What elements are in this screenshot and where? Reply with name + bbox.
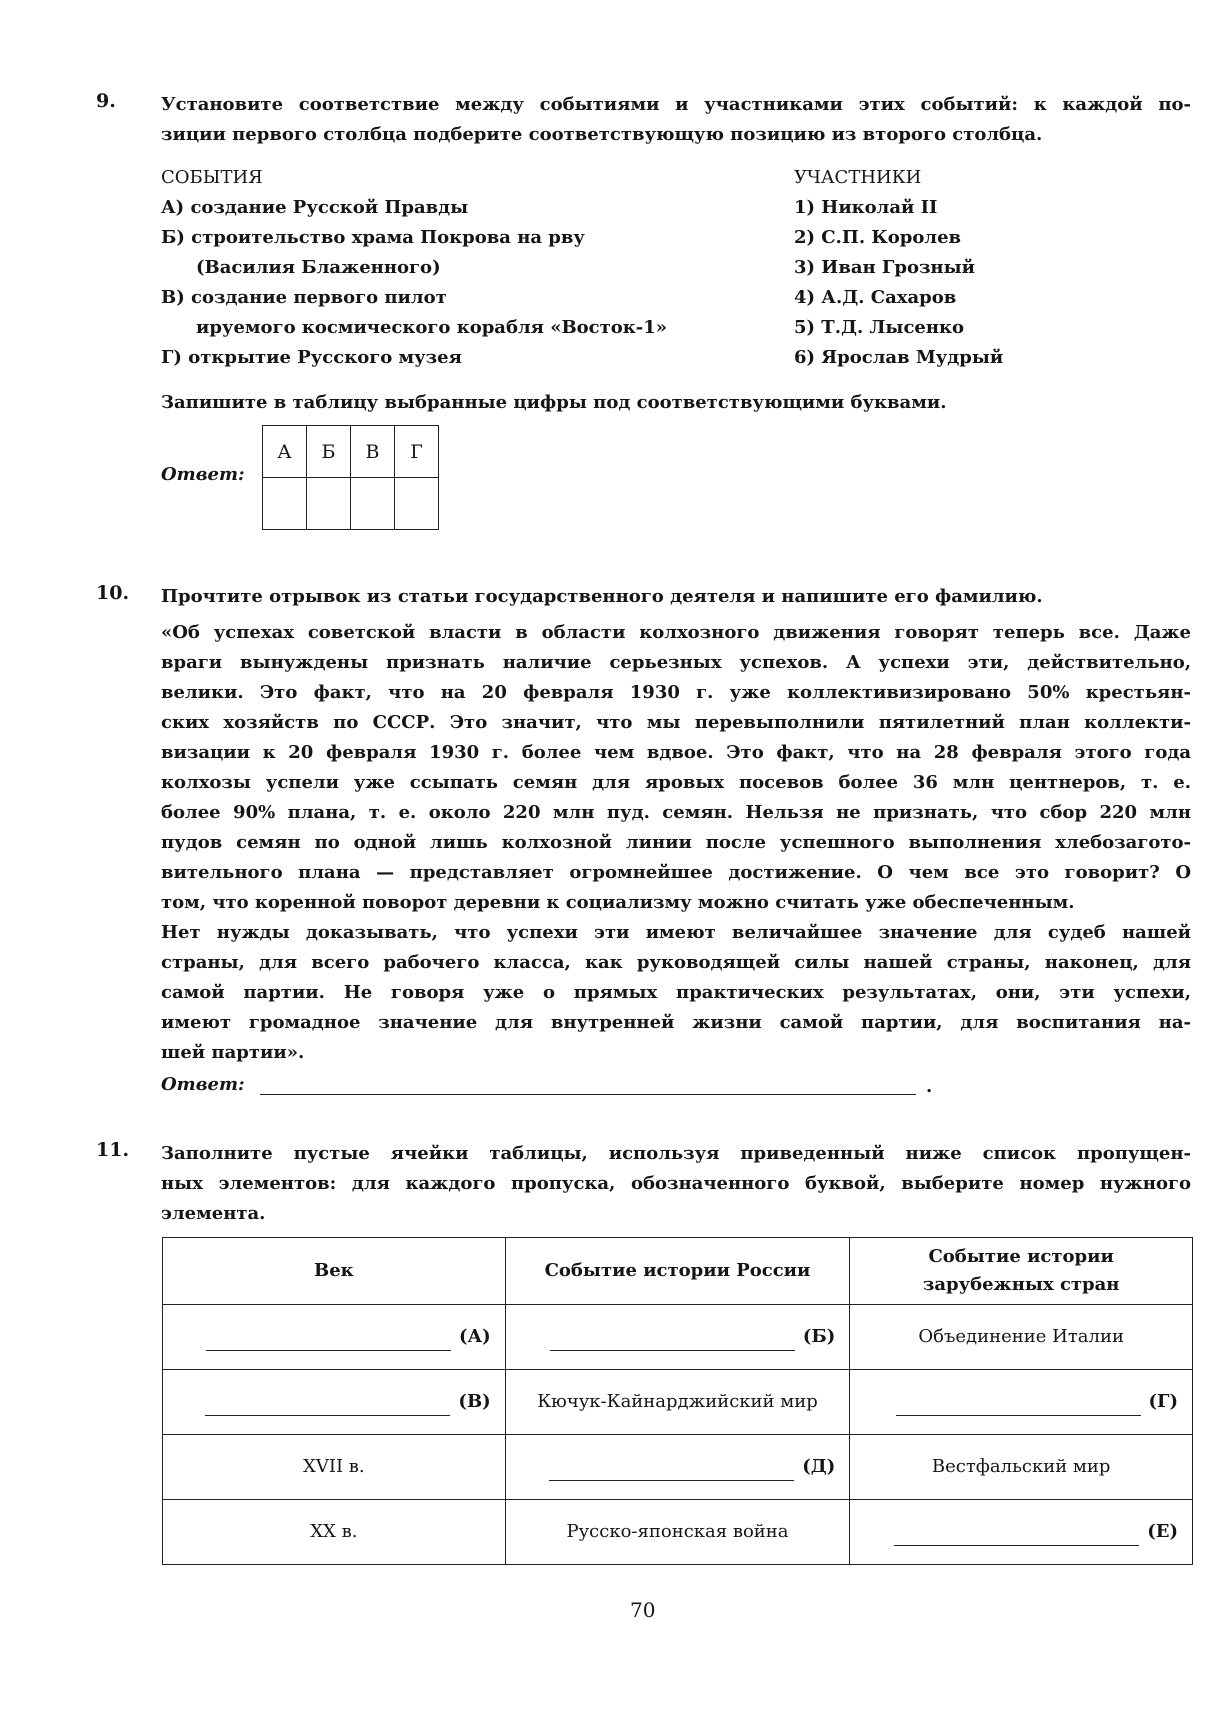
quote-line: ских хозяйств по СССР. Это значит, что мы перевыполнили пятилетний план коллекти-: [161, 712, 1191, 733]
q9-answer-table: [262, 425, 439, 530]
q11-number: 11.: [96, 1139, 130, 1161]
quote-line: том, что коренной поворот деревни к социализму можно считать уже обеспеченным.: [161, 892, 1075, 913]
q11-instruction-line: элемента.: [161, 1203, 266, 1224]
table-row: [163, 1305, 1193, 1370]
participants-header: УЧАСТНИКИ: [794, 167, 922, 188]
quote-line: более 90% плана, т. е. около 220 млн пуд. семян. Нельзя не признать, что сбор 220 млн: [161, 802, 1191, 823]
participant-item: 4) А.Д. Сахаров: [794, 287, 957, 308]
table-row: [163, 1500, 1193, 1565]
answer-letter: Б: [307, 426, 351, 478]
event-item: Г) открытие Русского музея: [161, 347, 462, 368]
q11-table: [162, 1237, 1193, 1565]
header-russia-event: Событие истории России: [505, 1238, 850, 1305]
table-row: [163, 1370, 1193, 1435]
answer-cell[interactable]: [351, 478, 395, 530]
participant-item: 1) Николай II: [794, 197, 938, 218]
participant-item: 3) Иван Грозный: [794, 257, 976, 278]
quote-line: колхозы успели уже ссыпать семян для яровых посевов более 36 млн центнеров, т. е.: [161, 772, 1191, 793]
quote-line: страны, для всего рабочего класса, как руководящей силы нашей страны, наконец, для: [161, 952, 1191, 973]
blank-cell[interactable]: [850, 1370, 1193, 1435]
quote-line: шей партии».: [161, 1042, 305, 1063]
quote-line: «Об успехах советской власти в области колхозного движения говорят теперь все. Даже: [161, 622, 1191, 643]
event-item: В) создание первого пилот: [161, 287, 447, 308]
blank-letter: (Д): [802, 1456, 836, 1477]
blank-letter: (Б): [802, 1326, 836, 1347]
participants-column: [794, 163, 1003, 373]
answer-letter: А: [263, 426, 307, 478]
q10-answer-line[interactable]: [260, 1094, 916, 1095]
table-cell: Объединение Италии: [850, 1305, 1193, 1370]
events-header: СОБЫТИЯ: [161, 167, 263, 188]
quote-line: велики. Это факт, что на 20 февраля 1930 г. уже коллективизировано 50% крестьян-: [161, 682, 1191, 703]
participant-item: 5) Т.Д. Лысенко: [794, 317, 965, 338]
table-cell: XX в.: [163, 1500, 506, 1565]
quote-line: пудов семян по одной лишь колхозной линии после успешного выполнения хлебозаготo-: [161, 832, 1191, 853]
blank-cell[interactable]: [505, 1305, 850, 1370]
blank-cell[interactable]: [163, 1370, 506, 1435]
q10-answer-label: Ответ:: [161, 1074, 245, 1095]
table-cell: XVII в.: [163, 1435, 506, 1500]
table-cell: Вестфальский мир: [850, 1435, 1193, 1500]
quote-line: самой партии. Не говоря уже о прямых практических результатах, они, эти успехи,: [161, 982, 1191, 1003]
event-item: Б) строительство храма Покрова на рву: [161, 227, 585, 248]
quote-line: визации к 20 февраля 1930 г. более чем вдвое. Это факт, что на 28 февраля этого года: [161, 742, 1191, 763]
blank-letter: (А): [458, 1326, 491, 1347]
answer-cell[interactable]: [307, 478, 351, 530]
q9-table-instruction: Запишите в таблицу выбранные цифры под соответствующими буквами.: [161, 392, 947, 413]
blank-cell[interactable]: [163, 1305, 506, 1370]
quote-line: Нет нужды доказывать, что успехи эти имеют величайшее значение для судеб нашей: [161, 922, 1191, 943]
quote-line: имеют громадное значение для внутренней жизни самой партии, для воспитания на-: [161, 1012, 1191, 1033]
q10-instruction: Прочтите отрывок из статьи государственного деятеля и напишите его фамилию.: [161, 586, 1043, 607]
table-cell: Русско-японская война: [505, 1500, 850, 1565]
q11-instruction-line: ных элементов: для каждого пропуска, обозначенного буквой, выберите номер нужного: [161, 1173, 1191, 1194]
q9-instruction-line: зиции первого столбца подберите соответствующую позицию из второго столбца.: [161, 124, 1043, 145]
answer-cell[interactable]: [263, 478, 307, 530]
page-number: 70: [630, 1598, 656, 1622]
participant-item: 6) Ярослав Мудрый: [794, 347, 1004, 368]
event-item-cont: ируемого космического корабля «Восток-1»: [196, 317, 668, 338]
q11-instruction-line: Заполните пустые ячейки таблицы, используя приведенный ниже список пропущен-: [161, 1143, 1191, 1164]
q10-number: 10.: [96, 582, 130, 604]
table-row: [163, 1435, 1193, 1500]
blank-letter: (Е): [1147, 1521, 1178, 1542]
answer-cell[interactable]: [395, 478, 439, 530]
event-item-cont: (Василия Блаженного): [196, 257, 441, 278]
participant-item: 2) С.П. Королев: [794, 227, 962, 248]
quote-line: вительного плана — представляет огромнейшее достижение. О чем все это говорит? О: [161, 862, 1191, 883]
event-item: А) создание Русской Правды: [161, 197, 469, 218]
quote-line: враги вынуждены признать наличие серьезных успехов. А успехи эти, действительно,: [161, 652, 1191, 673]
blank-letter: (В): [458, 1391, 491, 1412]
header-foreign-event: Событие истории зарубежных стран: [850, 1238, 1193, 1305]
q9-number: 9.: [96, 90, 116, 112]
q9-answer-label: Ответ:: [161, 464, 245, 485]
table-cell: Кючук-Кайнарджийский мир: [505, 1370, 850, 1435]
header-century: Век: [163, 1238, 506, 1305]
blank-letter: (Г): [1148, 1391, 1178, 1412]
q9-instruction-line: Установите соответствие между событиями и участниками этих событий: к каждой по-: [161, 94, 1191, 115]
events-column: [161, 163, 667, 373]
blank-cell[interactable]: [505, 1435, 850, 1500]
q10-answer-end: .: [926, 1076, 933, 1097]
answer-letter: В: [351, 426, 395, 478]
blank-cell[interactable]: [850, 1500, 1193, 1565]
answer-letter: Г: [395, 426, 439, 478]
